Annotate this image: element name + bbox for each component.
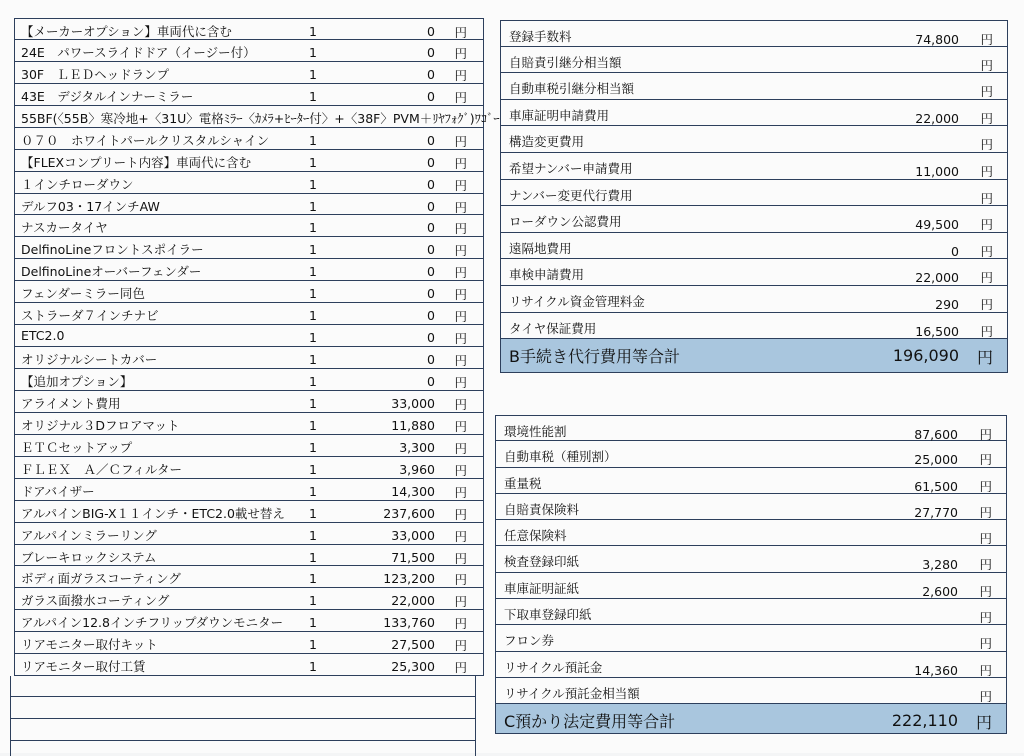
yen-unit: 円 bbox=[454, 353, 467, 369]
fee-amount: 2,600 bbox=[922, 583, 958, 599]
fee-row bbox=[501, 206, 1007, 233]
option-amount: 0 bbox=[427, 264, 435, 280]
option-row bbox=[15, 40, 483, 62]
yen-unit: 円 bbox=[975, 713, 992, 733]
fee-item-name: タイヤ保証費用 bbox=[509, 320, 597, 336]
option-quantity: 1 bbox=[309, 264, 317, 280]
option-amount: 0 bbox=[427, 286, 435, 302]
option-item-name: 【追加オプション】 bbox=[21, 374, 133, 389]
option-quantity: 1 bbox=[309, 374, 317, 389]
option-item-name: アルパインBIG-X１１インチ・ETC2.0載せ替え bbox=[21, 505, 285, 521]
fee-row bbox=[501, 313, 1007, 340]
yen-unit: 円 bbox=[454, 133, 467, 149]
yen-unit: 円 bbox=[454, 440, 467, 456]
option-quantity: 1 bbox=[309, 395, 317, 411]
option-item-name: オリジナル３Dフロアマット bbox=[21, 417, 180, 433]
option-item-name: １インチローダウン bbox=[21, 176, 134, 192]
yen-unit: 円 bbox=[980, 57, 993, 73]
fee-total-amount: 196,090 bbox=[892, 346, 959, 366]
option-amount: 14,300 bbox=[391, 483, 435, 499]
option-item-name: DelfinoLineオーバーフェンダー bbox=[21, 264, 202, 280]
fee-row bbox=[501, 126, 1007, 153]
yen-unit: 円 bbox=[980, 110, 993, 126]
option-amount: 0 bbox=[427, 220, 435, 236]
option-quantity: 1 bbox=[309, 659, 317, 675]
fee-item-name: リサイクル預託金 bbox=[504, 659, 603, 675]
yen-unit: 円 bbox=[980, 32, 993, 47]
fee-amount: 16,500 bbox=[915, 323, 959, 339]
yen-unit: 円 bbox=[980, 217, 993, 233]
option-amount: 33,000 bbox=[391, 395, 435, 411]
option-amount: 71,500 bbox=[391, 549, 435, 565]
yen-unit: 円 bbox=[454, 221, 467, 237]
fee-total-label: B手続き代行費用等合計 bbox=[509, 347, 680, 367]
option-quantity: 1 bbox=[309, 571, 317, 587]
yen-unit: 円 bbox=[980, 323, 993, 339]
yen-unit: 円 bbox=[979, 662, 992, 678]
option-amount: 0 bbox=[427, 154, 435, 170]
fee-item-name: 構造変更費用 bbox=[509, 134, 585, 150]
yen-unit: 円 bbox=[454, 572, 467, 588]
fee-row bbox=[501, 47, 1007, 74]
option-quantity: 1 bbox=[309, 549, 317, 565]
fee-item-name: 車庫証明証紙 bbox=[504, 580, 580, 596]
option-amount: 0 bbox=[427, 88, 435, 104]
yen-unit: 円 bbox=[979, 688, 992, 704]
yen-unit: 円 bbox=[454, 89, 467, 105]
yen-unit: 円 bbox=[979, 583, 992, 599]
option-row bbox=[15, 150, 483, 172]
fee-amount: 27,770 bbox=[914, 504, 958, 520]
option-row bbox=[15, 303, 483, 325]
yen-unit: 円 bbox=[454, 638, 467, 654]
option-amount: 0 bbox=[427, 24, 435, 39]
option-row bbox=[15, 259, 483, 281]
option-item-name: 55BF(〈55B〉寒冷地+〈31U〉電格ﾐﾗｰ〈ｶﾒﾗ+ﾋｰﾀｰ付〉+〈38F〉PVM＋ﾘﾔﾌｫｸﾞ)ﾜｺﾞｰ bbox=[21, 110, 500, 126]
yen-unit: 円 bbox=[976, 348, 993, 368]
yen-unit: 円 bbox=[454, 287, 467, 303]
fee-row bbox=[501, 73, 1007, 100]
option-quantity: 1 bbox=[309, 308, 317, 324]
yen-unit: 円 bbox=[454, 265, 467, 281]
fee-total-label: C預かり法定費用等合計 bbox=[504, 712, 676, 732]
yen-unit: 円 bbox=[980, 243, 993, 259]
yen-unit: 円 bbox=[454, 484, 467, 500]
fee-item-name: 任意保険料 bbox=[504, 528, 567, 544]
fee-row bbox=[496, 494, 1006, 520]
option-amount: 22,000 bbox=[391, 593, 435, 609]
yen-unit: 円 bbox=[980, 137, 993, 153]
option-quantity: 1 bbox=[309, 242, 317, 258]
fee-total-row bbox=[501, 339, 1007, 373]
option-amount: 3,300 bbox=[399, 439, 435, 455]
option-quantity: 1 bbox=[309, 417, 317, 433]
option-amount: 133,760 bbox=[383, 615, 435, 631]
option-row bbox=[15, 106, 500, 128]
fee-row bbox=[501, 286, 1007, 313]
fee-row bbox=[501, 100, 1007, 127]
option-item-name: ＥＴＣセットアップ bbox=[21, 439, 133, 455]
option-quantity: 1 bbox=[309, 593, 317, 609]
option-amount: 0 bbox=[427, 330, 435, 346]
fee-item-name: 自賠責引継分相当額 bbox=[509, 54, 622, 70]
fee-row bbox=[496, 415, 1006, 441]
fee-item-name: 自動車税引継分相当額 bbox=[509, 81, 635, 97]
option-amount: 0 bbox=[427, 198, 435, 214]
yen-unit: 円 bbox=[454, 660, 467, 676]
option-quantity: 1 bbox=[309, 132, 317, 148]
option-row bbox=[15, 588, 483, 610]
yen-unit: 円 bbox=[979, 610, 992, 626]
option-quantity: 1 bbox=[309, 637, 317, 653]
option-item-name: 30F ＬＥＤヘッドランプ bbox=[21, 66, 170, 82]
yen-unit: 円 bbox=[979, 636, 992, 652]
option-quantity: 1 bbox=[309, 286, 317, 302]
fee-item-name: 検査登録印紙 bbox=[504, 554, 580, 570]
fee-item-name: 下取車登録印紙 bbox=[504, 607, 592, 623]
option-quantity: 1 bbox=[309, 176, 317, 192]
fee-item-name: フロン券 bbox=[504, 633, 555, 649]
fee-amount: 61,500 bbox=[914, 478, 958, 494]
yen-unit: 円 bbox=[980, 270, 993, 286]
yen-unit: 円 bbox=[454, 155, 467, 171]
option-amount: 11,880 bbox=[391, 417, 435, 433]
option-quantity: 1 bbox=[309, 527, 317, 543]
option-amount: 0 bbox=[427, 374, 435, 389]
fee-row bbox=[496, 573, 1006, 599]
fee-item-name: 自動車税（種別割） bbox=[504, 449, 617, 465]
option-row bbox=[15, 84, 483, 106]
option-item-name: ナスカータイヤ bbox=[21, 220, 108, 236]
fee-item-name: 環境性能割 bbox=[504, 424, 567, 439]
fee-amount: 74,800 bbox=[915, 32, 959, 47]
fee-amount: 25,000 bbox=[914, 452, 958, 468]
fee-row bbox=[496, 652, 1006, 678]
option-row bbox=[15, 62, 483, 84]
fee-item-name: 希望ナンバー申請費用 bbox=[509, 160, 633, 176]
fee-amount: 49,500 bbox=[915, 217, 959, 233]
yen-unit: 円 bbox=[980, 84, 993, 100]
option-row bbox=[15, 18, 483, 40]
option-amount: 0 bbox=[427, 242, 435, 258]
fee-row bbox=[496, 678, 1006, 704]
option-row bbox=[15, 566, 483, 588]
option-row bbox=[15, 172, 483, 194]
yen-unit: 円 bbox=[979, 478, 992, 494]
option-row bbox=[15, 391, 483, 413]
option-quantity: 1 bbox=[309, 24, 317, 39]
option-quantity: 1 bbox=[309, 220, 317, 236]
option-quantity: 1 bbox=[309, 505, 317, 521]
option-item-name: ドアバイザー bbox=[21, 483, 95, 499]
option-amount: 0 bbox=[427, 352, 435, 368]
fee-total-row bbox=[496, 704, 1006, 734]
yen-unit: 円 bbox=[454, 25, 467, 40]
yen-unit: 円 bbox=[979, 531, 992, 547]
option-item-name: ガラス面撥水コーティング bbox=[21, 593, 170, 609]
option-quantity: 1 bbox=[309, 352, 317, 368]
option-row bbox=[15, 215, 483, 237]
options-table-blank-lines bbox=[10, 676, 476, 756]
fee-row bbox=[496, 468, 1006, 494]
option-row bbox=[15, 435, 483, 457]
fee-row bbox=[496, 520, 1006, 546]
yen-unit: 円 bbox=[454, 67, 467, 83]
fee-item-name: ローダウン公認費用 bbox=[509, 214, 622, 230]
procedure-fees-table bbox=[500, 20, 1008, 373]
option-item-name: ０７０ ホワイトパールクリスタルシャイン bbox=[21, 132, 270, 148]
fee-amount: 22,000 bbox=[915, 270, 959, 286]
yen-unit: 円 bbox=[979, 452, 992, 468]
yen-unit: 円 bbox=[979, 427, 992, 442]
yen-unit: 円 bbox=[980, 190, 993, 206]
option-row bbox=[15, 457, 483, 479]
option-quantity: 1 bbox=[309, 44, 317, 60]
option-item-name: ＦＬＥＸ Ａ／Ｃフィルター bbox=[21, 461, 183, 477]
option-row bbox=[15, 479, 483, 501]
option-quantity: 1 bbox=[309, 66, 317, 82]
fee-amount: 3,280 bbox=[922, 557, 958, 573]
option-amount: 3,960 bbox=[399, 461, 435, 477]
option-amount: 27,500 bbox=[391, 637, 435, 653]
option-item-name: フェンダーミラー同色 bbox=[21, 286, 145, 302]
fee-amount: 22,000 bbox=[915, 110, 959, 126]
option-item-name: アルパイン12.8インチフリップダウンモニター bbox=[21, 615, 284, 631]
fee-item-name: 自賠責保険料 bbox=[504, 501, 580, 517]
option-amount: 0 bbox=[427, 132, 435, 148]
yen-unit: 円 bbox=[454, 528, 467, 544]
fee-amount: 11,000 bbox=[915, 163, 959, 179]
option-amount: 237,600 bbox=[383, 505, 435, 521]
options-table bbox=[14, 18, 500, 676]
option-quantity: 1 bbox=[309, 615, 317, 631]
fee-amount: 14,360 bbox=[914, 662, 958, 678]
statutory-fees-table bbox=[495, 415, 1007, 734]
option-item-name: ブレーキロックシステム bbox=[21, 549, 157, 565]
option-row bbox=[15, 369, 483, 391]
yen-unit: 円 bbox=[454, 462, 467, 478]
option-amount: 0 bbox=[427, 176, 435, 192]
fee-amount: 290 bbox=[935, 296, 959, 312]
option-item-name: アライメント費用 bbox=[21, 395, 121, 411]
option-amount: 0 bbox=[427, 44, 435, 60]
fee-item-name: 重量税 bbox=[504, 475, 542, 491]
option-row bbox=[15, 194, 483, 216]
yen-unit: 円 bbox=[454, 309, 467, 325]
fee-row bbox=[501, 233, 1007, 260]
yen-unit: 円 bbox=[454, 177, 467, 193]
option-row bbox=[15, 325, 483, 347]
option-item-name: ETC2.0 bbox=[21, 328, 65, 344]
option-row bbox=[15, 237, 483, 259]
yen-unit: 円 bbox=[454, 199, 467, 215]
option-amount: 25,300 bbox=[391, 659, 435, 675]
fee-amount: 0 bbox=[951, 243, 959, 259]
option-row bbox=[15, 347, 483, 369]
option-quantity: 1 bbox=[309, 483, 317, 499]
yen-unit: 円 bbox=[454, 616, 467, 632]
fee-amount: 87,600 bbox=[914, 427, 958, 442]
yen-unit: 円 bbox=[980, 163, 993, 179]
yen-unit: 円 bbox=[454, 594, 467, 610]
yen-unit: 円 bbox=[454, 506, 467, 522]
yen-unit: 円 bbox=[454, 375, 467, 390]
fee-row bbox=[501, 153, 1007, 180]
yen-unit: 円 bbox=[979, 504, 992, 520]
option-row bbox=[15, 632, 483, 654]
option-item-name: ストラーダ７インチナビ bbox=[21, 308, 159, 324]
option-item-name: デルフ03・17インチAW bbox=[21, 198, 160, 214]
option-item-name: リアモニター取付工賃 bbox=[21, 659, 146, 675]
option-item-name: DelfinoLineフロントスポイラー bbox=[21, 242, 204, 258]
fee-row bbox=[496, 546, 1006, 572]
option-quantity: 1 bbox=[309, 439, 317, 455]
yen-unit: 円 bbox=[454, 550, 467, 566]
option-row bbox=[15, 413, 483, 435]
yen-unit: 円 bbox=[979, 557, 992, 573]
fee-item-name: ナンバー変更代行費用 bbox=[509, 187, 633, 203]
fee-row bbox=[496, 441, 1006, 467]
fee-item-name: 遠隔地費用 bbox=[509, 240, 572, 256]
option-amount: 33,000 bbox=[391, 527, 435, 543]
yen-unit: 円 bbox=[454, 243, 467, 259]
option-row bbox=[15, 545, 483, 567]
option-quantity: 1 bbox=[309, 154, 317, 170]
fee-item-name: 車検申請費用 bbox=[509, 267, 585, 283]
option-row bbox=[15, 128, 483, 150]
yen-unit: 円 bbox=[980, 296, 993, 312]
fee-row bbox=[501, 20, 1007, 47]
fee-row bbox=[501, 180, 1007, 207]
fee-row bbox=[496, 599, 1006, 625]
option-amount: 0 bbox=[427, 308, 435, 324]
fee-total-amount: 222,110 bbox=[891, 711, 958, 731]
option-amount: 0 bbox=[427, 66, 435, 82]
fee-item-name: 車庫証明申請費用 bbox=[509, 107, 610, 123]
option-item-name: オリジナルシートカバー bbox=[21, 352, 158, 368]
fee-item-name: リサイクル預託金相当額 bbox=[504, 685, 640, 701]
option-quantity: 1 bbox=[309, 88, 317, 104]
option-quantity: 1 bbox=[309, 461, 317, 477]
option-item-name: ボディ面ガラスコーティング bbox=[21, 571, 181, 587]
option-row bbox=[15, 654, 483, 676]
yen-unit: 円 bbox=[454, 418, 467, 434]
option-item-name: 43E デジタルインナーミラー bbox=[21, 88, 194, 104]
option-item-name: アルパインミラーリング bbox=[21, 527, 157, 543]
option-row bbox=[15, 523, 483, 545]
fee-row bbox=[501, 259, 1007, 286]
option-amount: 123,200 bbox=[383, 571, 435, 587]
option-row bbox=[15, 501, 483, 523]
yen-unit: 円 bbox=[454, 331, 467, 347]
option-quantity: 1 bbox=[309, 330, 317, 346]
option-row bbox=[15, 610, 483, 632]
fee-item-name: 登録手数料 bbox=[509, 29, 572, 44]
yen-unit: 円 bbox=[454, 396, 467, 412]
option-item-name: 【メーカーオプション】車両代に含む bbox=[21, 24, 232, 39]
yen-unit: 円 bbox=[454, 45, 467, 61]
option-item-name: 【FLEXコンプリート内容】車両代に含む bbox=[21, 154, 252, 170]
option-item-name: リアモニター取付キット bbox=[21, 637, 158, 653]
option-quantity: 1 bbox=[309, 198, 317, 214]
option-item-name: 24E パワースライドドア（イージー付） bbox=[21, 44, 256, 60]
option-row bbox=[15, 281, 483, 303]
fee-item-name: リサイクル資金管理料金 bbox=[509, 293, 645, 309]
fee-row bbox=[496, 625, 1006, 651]
